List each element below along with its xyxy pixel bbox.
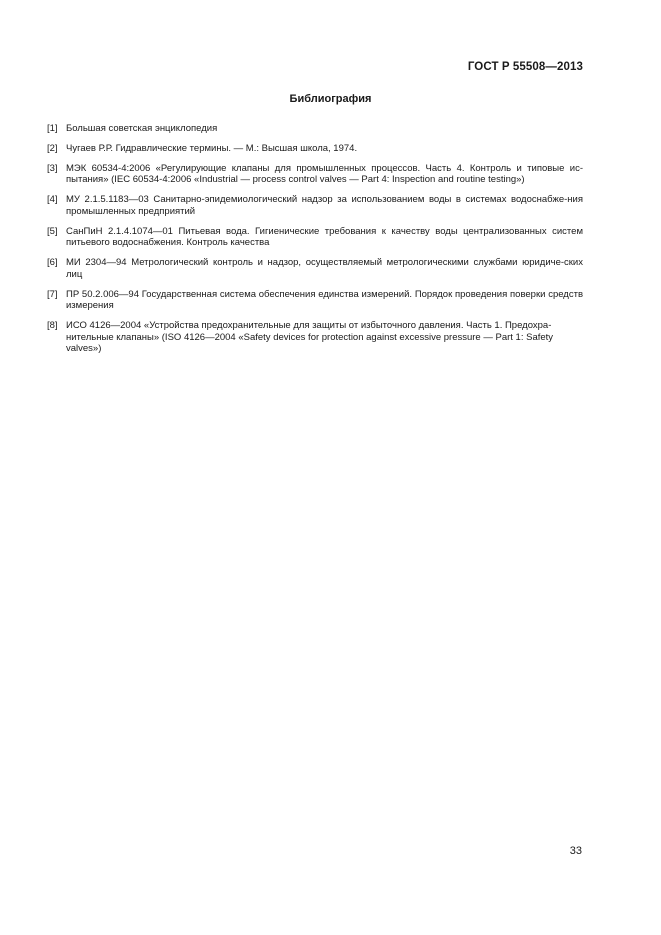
document-standard-id: ГОСТ Р 55508—2013 bbox=[467, 61, 583, 73]
bibliography-item-text: Большая советская энциклопедия bbox=[66, 123, 218, 134]
bibliography-item-text: Чугаев Р.Р. Гидравлические термины. — М.: Высшая школа, 1974. bbox=[66, 142, 358, 154]
bibliography-item-number: [8] bbox=[47, 320, 58, 332]
bibliography-item-number: [5] bbox=[47, 225, 58, 237]
bibliography-item-text: МИ 2304—94 Метрологический контроль и надзор, осуществляемый метрологическими службами юридиче-ских лиц bbox=[66, 257, 583, 280]
bibliography-item-text: СанПиН 2.1.4.1074—01 Питьевая вода. Гигиенические требования к качеству воды централизованных систем питьевого водоснабжения. Контроль качества bbox=[66, 225, 583, 249]
section-title: Библиография bbox=[289, 93, 372, 105]
bibliography-item-number: [3] bbox=[47, 162, 58, 174]
bibliography-item-text: ПР 50.2.006—94 Государственная система обеспечения единства измерений. Порядок проведения поверки средств измерения bbox=[66, 288, 583, 312]
bibliography-item bbox=[47, 143, 583, 155]
bibliography-list bbox=[47, 123, 583, 363]
bibliography-item bbox=[47, 123, 583, 135]
bibliography-item-number: [1] bbox=[47, 123, 58, 134]
page-number: 33 bbox=[569, 845, 582, 857]
bibliography-item-text: МЭК 60534-4:2006 «Регулирующие клапаны для промышленных процессов. Часть 4. Контроль и типовые ис-пытания» (IEC 60534-4:2006 «Industrial — process control valves — Part 4: Inspection and routine testing») bbox=[66, 162, 583, 186]
bibliography-item-number: [6] bbox=[47, 257, 58, 269]
bibliography-item bbox=[47, 163, 583, 186]
bibliography-item bbox=[47, 194, 583, 217]
bibliography-item-number: [2] bbox=[47, 142, 58, 154]
bibliography-item-text: ИСО 4126—2004 «Устройства предохранительные для защиты от избыточного давления. Часть 1. Предохра-нительные клапаны» (ISO 4126—2004 «Safety devices for protection against excessive pressure — Part 1: Safety valves») bbox=[66, 320, 554, 355]
bibliography-item bbox=[47, 289, 583, 312]
bibliography-item bbox=[47, 226, 583, 249]
bibliography-item-text: МУ 2.1.5.1183—03 Санитарно-эпидемиологический надзор за использованием воды в системах водоснабже-ния промышленных предприятий bbox=[66, 194, 583, 217]
bibliography-item-number: [4] bbox=[47, 194, 58, 206]
bibliography-item-number: [7] bbox=[47, 288, 58, 300]
bibliography-item bbox=[47, 320, 583, 355]
bibliography-item bbox=[47, 257, 583, 280]
